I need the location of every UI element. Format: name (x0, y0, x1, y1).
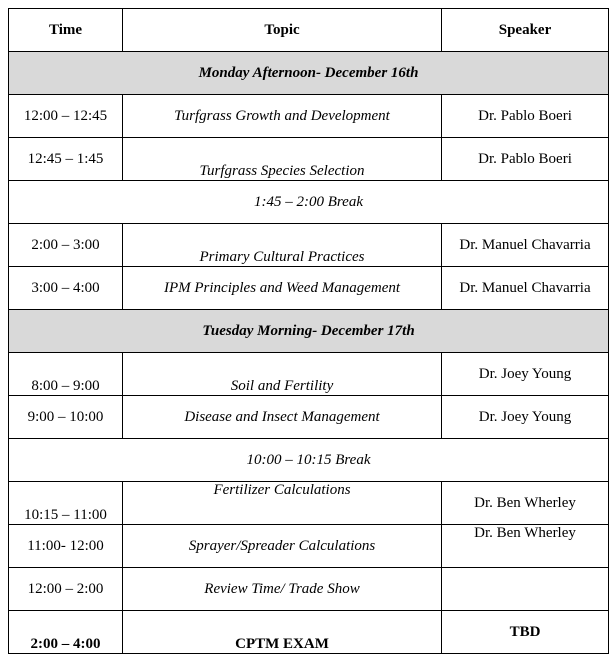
header-row (9, 9, 609, 52)
table-row (9, 224, 609, 267)
speaker-cell: Dr. Manuel Chavarria (442, 267, 609, 310)
speaker-cell: Dr. Ben Wherley (442, 482, 609, 525)
topic-cell: Soil and Fertility (123, 353, 442, 396)
break-label: 10:00 – 10:15 Break (9, 439, 609, 482)
table-row (9, 396, 609, 439)
time-cell: 9:00 – 10:00 (9, 396, 123, 439)
table-row (9, 353, 609, 396)
time-cell: 2:00 – 4:00 (9, 611, 123, 654)
speaker-cell: Dr. Ben Wherley (442, 525, 609, 568)
speaker-cell: Dr. Manuel Chavarria (442, 224, 609, 267)
break-row (9, 181, 609, 224)
table-row (9, 525, 609, 568)
break-label: 1:45 – 2:00 Break (9, 181, 609, 224)
time-header: Time (9, 9, 123, 52)
time-cell: 10:15 – 11:00 (9, 482, 123, 525)
time-cell: 12:00 – 2:00 (9, 568, 123, 611)
time-cell: 12:00 – 12:45 (9, 95, 123, 138)
topic-cell: IPM Principles and Weed Management (123, 267, 442, 310)
speaker-cell (442, 568, 609, 611)
topic-cell: Review Time/ Trade Show (123, 568, 442, 611)
speaker-cell: Dr. Joey Young (442, 353, 609, 396)
table-row (9, 267, 609, 310)
table-row (9, 568, 609, 611)
time-cell: 2:00 – 3:00 (9, 224, 123, 267)
time-cell: 11:00- 12:00 (9, 525, 123, 568)
topic-cell: Primary Cultural Practices (123, 224, 442, 267)
speaker-header: Speaker (442, 9, 609, 52)
speaker-cell: Dr. Joey Young (442, 396, 609, 439)
topic-cell: CPTM EXAM (123, 611, 442, 654)
schedule-table (8, 8, 609, 654)
topic-cell: Fertilizer Calculations (123, 482, 442, 525)
topic-cell: Turfgrass Species Selection (123, 138, 442, 181)
speaker-cell: Dr. Pablo Boeri (442, 95, 609, 138)
break-row (9, 439, 609, 482)
topic-cell: Turfgrass Growth and Development (123, 95, 442, 138)
speaker-cell: TBD (442, 611, 609, 654)
section-row-tuesday (9, 310, 609, 353)
time-cell: 12:45 – 1:45 (9, 138, 123, 181)
time-cell: 8:00 – 9:00 (9, 353, 123, 396)
topic-cell: Disease and Insect Management (123, 396, 442, 439)
section-title: Monday Afternoon- December 16th (9, 52, 609, 95)
table-row (9, 482, 609, 525)
table-row (9, 138, 609, 181)
time-cell: 3:00 – 4:00 (9, 267, 123, 310)
table-row (9, 95, 609, 138)
section-row-monday (9, 52, 609, 95)
topic-cell: Sprayer/Spreader Calculations (123, 525, 442, 568)
section-title: Tuesday Morning- December 17th (9, 310, 609, 353)
speaker-cell: Dr. Pablo Boeri (442, 138, 609, 181)
exam-row (9, 611, 609, 654)
topic-header: Topic (123, 9, 442, 52)
